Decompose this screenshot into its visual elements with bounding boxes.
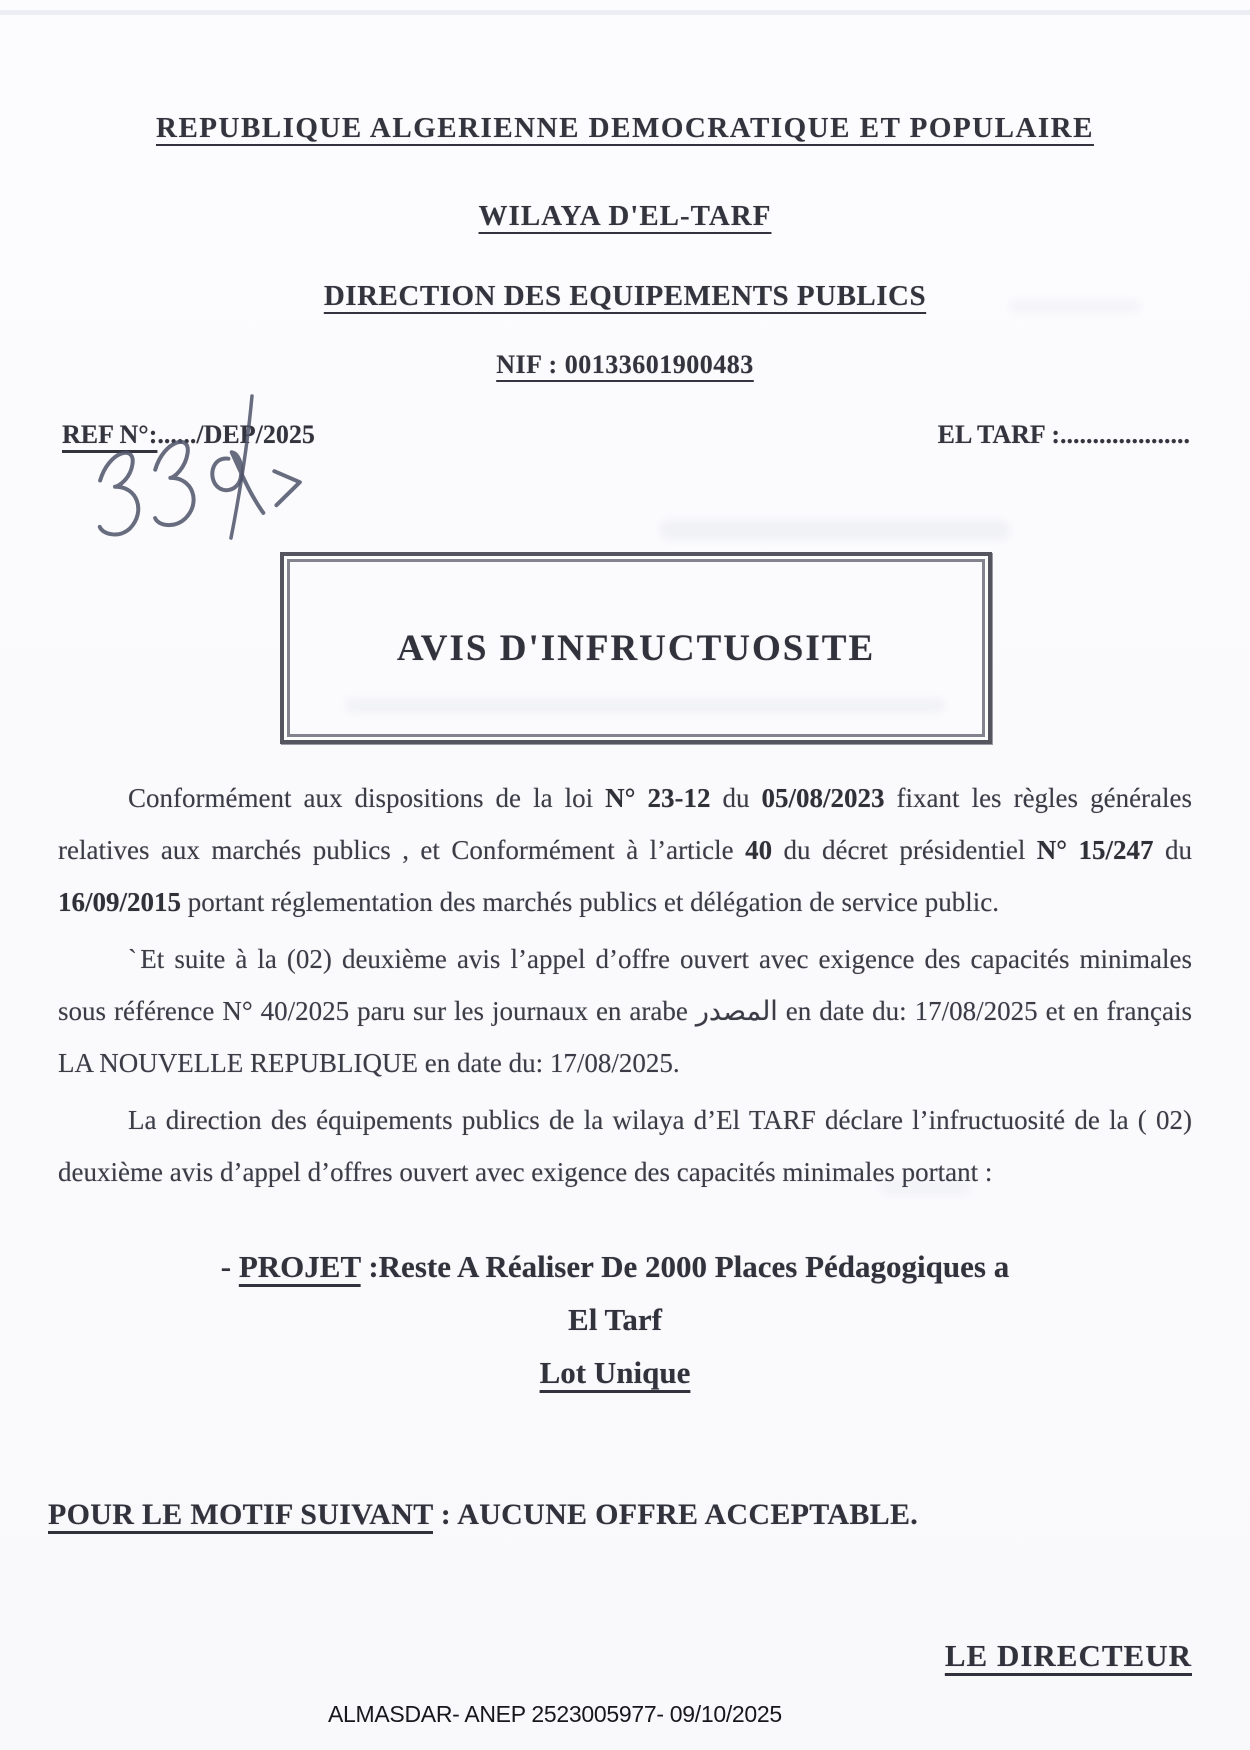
ref-suffix: /DEP/2025 [196, 420, 315, 449]
bleed-through-artifact [345, 698, 945, 713]
motif-separator: : [432, 1498, 458, 1531]
project-line-1 [95, 1240, 1135, 1293]
signature-title-text: LE DIRECTEUR [944, 1638, 1192, 1673]
notice-title-box [280, 552, 992, 744]
header-wilaya-text: WILAYA D'EL-TARF [478, 200, 772, 232]
header-nif [0, 350, 1250, 380]
bleed-through-artifact [660, 520, 1010, 540]
paragraph-legal-basis: Conformément aux dispositions de la loi N° 23-12 du 05/08/2023 fixant les règles générales relatives aux marchés publics , et Conformément à l’article 40 du décret présidentiel N° 15/247 du 16/09/2015 portant réglementation des marchés publics et délégation de service public. [58, 783, 1193, 917]
signature-title [945, 1638, 1192, 1674]
project-location: El Tarf [568, 1302, 662, 1337]
motif-value: AUCUNE OFFRE ACCEPTABLE. [457, 1498, 919, 1531]
project-block [95, 1240, 1135, 1399]
header-republic [0, 112, 1250, 145]
paragraph-infructuosity-declaration: La direction des équipements publics de la wilaya d’El TARF déclare l’infructuosité de la ( 02) deuxième avis d’appel d’offres ouvert avec exigence des capacités minimales portant : [58, 1105, 1192, 1187]
scan-artifact-top-band [0, 10, 1250, 15]
place-date-line [938, 420, 1190, 450]
place-label: EL TARF : [937, 420, 1060, 449]
paragraph-tender-reference: ˋEt suite à la (02) deuxième avis l’appel d’offre ouvert avec exigence des capacités minimales sous référence N° 40/2025 paru sur les journaux en arabe المصدر en date du: 17/08/2025 et en français LA NOUVELLE REPUBLIQUE en date du: 17/08/2025. [58, 944, 1192, 1078]
header-direction-text: DIRECTION DES EQUIPEMENTS PUBLICS [323, 280, 927, 312]
header-nif-text: NIF : 00133601900483 [496, 350, 754, 379]
header-wilaya [0, 200, 1250, 233]
ref-dots: ...... [157, 420, 197, 449]
ref-label: REF N°: [62, 420, 158, 449]
project-dash: - [220, 1249, 239, 1284]
header-republic-text: REPUBLIQUE ALGERIENNE DEMOCRATIQUE ET POPULAIRE [156, 112, 1094, 144]
project-lot: Lot Unique [539, 1355, 691, 1390]
motif-line [48, 1498, 918, 1532]
project-label: PROJET [238, 1249, 361, 1284]
footer-imprint: ALMASDAR- ANEP 2523005977- 09/10/2025 [328, 1701, 782, 1727]
place-dots: .................... [1060, 420, 1190, 449]
motif-label: POUR LE MOTIF SUIVANT [48, 1498, 433, 1531]
project-lot-line [95, 1346, 1135, 1399]
bleed-through-artifact [880, 1180, 970, 1194]
notice-title: AVIS D'INFRUCTUOSITE [396, 627, 876, 669]
body-text [58, 772, 1192, 1203]
bleed-through-artifact [1010, 300, 1140, 313]
project-description: :Reste A Réaliser De 2000 Places Pédagogiques a [360, 1249, 1010, 1284]
handwritten-ref-number [73, 411, 317, 568]
